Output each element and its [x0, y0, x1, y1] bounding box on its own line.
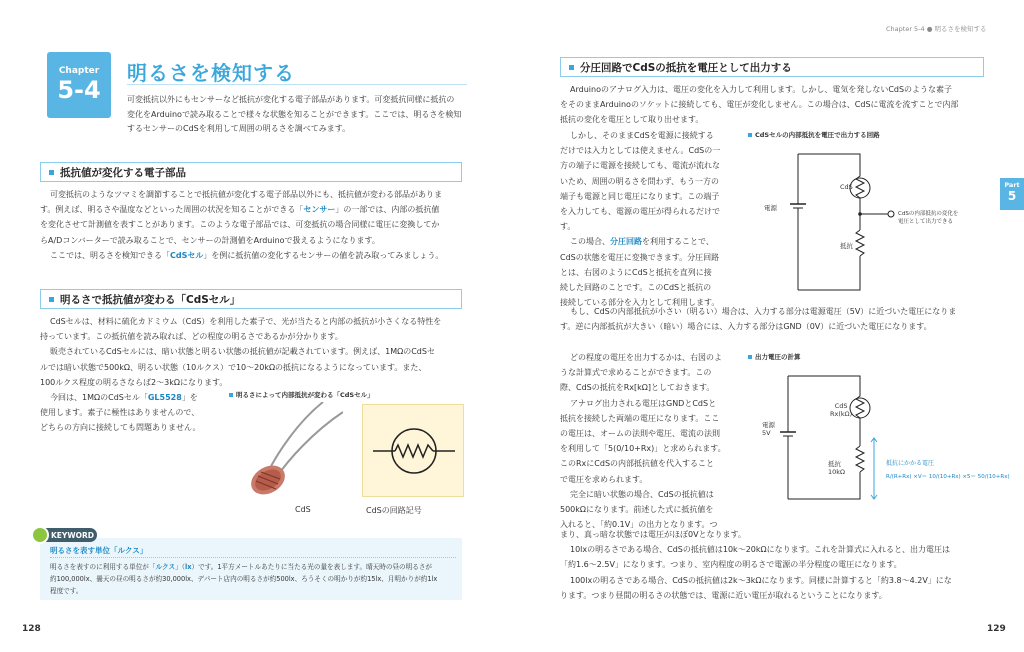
para1: [560, 82, 990, 128]
bullet-square-icon: [748, 355, 752, 359]
text-line: CdSの状態を電圧に変換できます。分圧回路: [560, 252, 720, 262]
title-underline: [127, 84, 467, 85]
text-line: 10lxの明るさである場合、CdSの抵抗値は10k～20kΩになります。これを計算式に入れると、出力電圧は: [570, 545, 950, 555]
fig3-voltage-label: 抵抗にかかる電圧: [886, 460, 935, 467]
keyword-icon: [31, 526, 49, 544]
fig2-cds-label: CdS: [840, 183, 853, 191]
cds-symbol-icon: [363, 405, 465, 498]
keyword-heading: 明るさを表す単位「ルクス」: [50, 546, 148, 555]
keyword-lux: ルクス: [155, 563, 176, 571]
text-line: CdSセルは、材料に硫化カドミウム（CdS）を利用した素子で、光が当たると内部の抵抗が小さくなる特性を: [50, 317, 442, 326]
text-line: 際、CdSの抵抗をRx[kΩ]としておきます。: [560, 383, 715, 393]
text-span: 」の一部では、内部の抵抗値: [335, 205, 440, 215]
text-line: 続した回路のことです。このCdSと抵抗の: [560, 283, 712, 293]
keyword-cds: CdSセル: [170, 250, 204, 260]
voltage-calc-diagram: [760, 364, 990, 524]
para4: [560, 304, 990, 334]
text-line: [40, 248, 470, 263]
fig3-resistor-label: [828, 460, 845, 476]
text-span: 明るさを表すのに利用する単位が「: [50, 563, 156, 571]
text-line: ります。つまり昼間の明るさの状態では、電源に近い電圧が取れるということになります。: [560, 590, 887, 600]
running-head: Chapter 5-4 ● 明るさを検知する: [886, 25, 987, 33]
text-line: 方の端子に電源を接続しても、電流が流れな: [560, 161, 720, 171]
fig2-output-label: [898, 210, 958, 226]
text-line: をそのままArduinoのソケットに接続しても、電圧が変化しません。この場合は、CdSに電流を流すことで内部: [560, 100, 959, 110]
text-line: まり、真っ暗な状態では電圧がほぼ0Vとなります。: [560, 530, 746, 539]
fig3-formula: R/(R+Rx) ×V＝ 10/(10+Rx) ×5＝ 50/(10+Rx): [886, 474, 1010, 480]
text-line: 約100,000lx、曇天の昼の明るさが約30,000lx、デパート店内の明るさが約500lx、ろうそくの明かりが約15lx、月明かりが約1lx: [50, 575, 438, 583]
section-title: 抵抗値が変化する電子部品: [60, 166, 186, 179]
text-line: このRxにCdSの内部抵抗値を代入すること: [560, 459, 715, 469]
text-line: 抵抗: [828, 460, 841, 468]
section1-text: [40, 187, 470, 263]
page-title: 明るさを検知する: [127, 61, 295, 85]
text-line: 抵抗を接続した両端の電圧になります。ここ: [560, 413, 720, 423]
text-line: [40, 202, 470, 217]
text-line: Arduinoのアナログ入力は、電圧の変化を入力して利用します。しかし、電気を発しないCdSのような素子: [570, 85, 953, 94]
text-line: だけでは入力としては使えません。CdSの一: [560, 146, 721, 156]
chapter-badge: [47, 52, 111, 118]
para5: [560, 350, 740, 532]
text-span: 今回は、1MΩのCdSセル「: [50, 393, 148, 403]
page-number-right: 129: [987, 624, 1006, 634]
text-span: を利用することで、: [642, 237, 714, 247]
para6: [560, 527, 990, 603]
fig2-power-label: 電源: [764, 204, 777, 212]
chapter-number: 5-4: [57, 76, 101, 104]
text-line: 完全に暗い状態の場合、CdSの抵抗値は: [570, 489, 714, 499]
fig2-resistor-label: 抵抗: [840, 242, 853, 250]
intro-line: 変化をArduinoで読み取ることで様々な状態を知ることができます。ここでは、明るさを検知: [127, 109, 462, 119]
text-line: ルでは暗い状態で500kΩ、明るい状態（10ルクス）で10～20kΩの抵抗になるようになっています。また、: [40, 362, 427, 372]
bullet-square-icon: [569, 65, 574, 70]
section-title: 明るさで抵抗値が変わる「CdSセル」: [60, 293, 241, 306]
figure2-caption: [748, 130, 880, 139]
text-span: 」を: [181, 393, 198, 403]
text-line: うな計算式で求めることができます。この: [560, 368, 712, 378]
text-line: 可変抵抗のようなツマミを調節することで抵抗値が変化する電子部品以外にも、抵抗値が変わる部品がありま: [50, 190, 442, 199]
text-line: す。: [560, 222, 576, 232]
section-heading-2: [40, 289, 462, 309]
text-span: ここでは、明るさを検知できる「: [50, 250, 170, 260]
caption-text: 出力電圧の計算: [755, 353, 801, 361]
text-line: を変化させて計測値を表すことがあります。このような電子部品では、可変抵抗の場合同様に電圧に変換してか: [40, 220, 440, 230]
keyword-divider: [50, 557, 456, 558]
cds-photo-label: CdS: [295, 505, 311, 514]
text-line: どちらの方向に接続しても問題ありません。: [40, 423, 201, 433]
text-line: いため、周囲の明るさを問わず、もう一方の: [560, 176, 720, 186]
text-span: ）です。1平方メートルあたりに当たる光の量を表します。晴天時の昼の明るさが: [191, 563, 433, 571]
caption-text: 明るさによって内部抵抗が変わる「CdSセル」: [236, 391, 374, 399]
chapter-label: Chapter: [58, 66, 100, 76]
intro-line: 可変抵抗以外にもセンサーなど抵抗が変化する電子部品があります。可変抵抗同様に抵抗の: [127, 95, 455, 104]
text-line: どの程度の電圧を出力するかは、右図のよ: [570, 353, 722, 362]
text-line: 端子も電源と同じ電圧になります。この端子: [560, 191, 720, 201]
text-line: 5V: [762, 429, 771, 437]
text-line: を利用して「5(0/10+Rx)」と求められます。: [560, 444, 726, 454]
text-line: らA/Dコンバーターで読み取ることで、センサーの計測値をArduinoで扱えるようになります。: [40, 235, 380, 245]
cds-cell-photo: [228, 402, 343, 502]
text-line: の電圧は、オームの法則や電圧、電流の法則: [560, 429, 720, 439]
text-line: 販売されているCdSセルには、暗い状態と明るい状態の抵抗値が記載されています。例えば、1MΩのCdSセ: [50, 347, 435, 357]
section-title: 分圧回路でCdSの抵抗を電圧として出力する: [580, 61, 792, 74]
text-span: この場合、: [570, 237, 610, 247]
keyword-tag: KEYWORD: [33, 528, 97, 542]
text-line: 100lxの明るさである場合、CdSの抵抗値は2k～3kΩになります。同様に計算すると「約3.8～4.2V」にな: [570, 575, 952, 585]
text-line: 程度です。: [50, 587, 83, 595]
section-heading-3: [560, 57, 984, 77]
figure1-caption: [229, 390, 374, 399]
figure3-caption: [748, 352, 801, 361]
bullet-square-icon: [748, 133, 752, 137]
caption-text: CdSセルの内部抵抗を電圧で出力する回路: [755, 131, 880, 139]
text-line: [50, 561, 460, 573]
para2: [560, 128, 740, 310]
text-line: もし、CdSの内部抵抗が小さい（明るい）場合は、入力する部分は電源電圧（5V）に近づいた電圧になりま: [570, 307, 957, 316]
text-line: 500kΩになります。前述した式に抵抗値を: [560, 505, 714, 515]
keyword-sensor: センサー: [303, 205, 336, 215]
text-line: 電圧として出力できる: [898, 219, 954, 225]
text-line: 100ルクス程度の明るさならば2～3kΩになります。: [40, 377, 228, 387]
keyword-text: [50, 561, 460, 597]
text-line: 入れると、「約0.1V」の出力となります。つ: [560, 520, 718, 530]
text-line: CdSの内部抵抗の変化を: [898, 211, 959, 217]
text-line: 使用します。素子に極性はありませんので、: [40, 408, 200, 418]
text-line: Rx(kΩ): [830, 410, 853, 418]
keyword-divider-circuit: 分圧回路: [610, 237, 642, 247]
part-side-tab: [1000, 178, 1024, 210]
bullet-square-icon: [229, 393, 233, 397]
text-line: CdS: [834, 402, 848, 410]
text-span: 」（: [175, 563, 185, 571]
bullet-square-icon: [49, 297, 54, 302]
keyword-gl5528: GL5528: [147, 393, 182, 403]
keyword-lx: lx: [184, 563, 192, 571]
text-line: 持っています。この抵抗値を読み取れば、どの程度の明るさであるかが分かります。: [40, 332, 343, 342]
text-line: アナログ出力される電圧はGNDとCdSと: [570, 398, 717, 408]
text-span: す。例えば、明るさや温度などといった周囲の状況を知ることができる「: [40, 205, 304, 215]
text-line: を入力しても、電源の電圧が得られるだけで: [560, 207, 720, 217]
intro-line: するセンサーのCdSを利用して周囲の明るさを調べてみます。: [127, 124, 351, 133]
fig3-cds-label: [830, 402, 852, 418]
text-line: 接続している部分を入力として利用します。: [560, 298, 720, 308]
page-number-left: 128: [22, 624, 41, 634]
fig3-power-label: [762, 421, 775, 437]
part-number: 5: [1007, 189, 1017, 203]
bullet-square-icon: [49, 170, 54, 175]
text-line: 「約1.6～2.5V」になります。つまり、室内程度の明るさで電源の半分程度の電圧になります。: [560, 560, 902, 570]
text-span: 」を例に抵抗値の変化するセンサーの値を読み取ってみましょう。: [203, 250, 444, 260]
text-line: す。逆に内部抵抗が大きい（暗い）場合には、入力する部分はGND（0V）に近づいた電圧になります。: [560, 322, 932, 332]
part-label: Part: [1004, 181, 1020, 189]
cds-symbol-box: [362, 404, 464, 497]
text-line: [560, 234, 740, 249]
section-heading-1: [40, 162, 462, 182]
text-line: しかし、そのままCdSを電源に接続する: [570, 131, 714, 140]
cds-symbol-label: CdSの回路記号: [366, 506, 422, 515]
text-line: で電圧を求められます。: [560, 474, 648, 484]
text-line: 抵抗の変化を電圧として取り出せます。: [560, 115, 704, 125]
text-line: とは、右図のようにCdSと抵抗を直列に接: [560, 267, 712, 277]
intro-text: [127, 93, 472, 137]
text-line: 10kΩ: [828, 468, 846, 476]
text-line: 電源: [762, 421, 775, 429]
